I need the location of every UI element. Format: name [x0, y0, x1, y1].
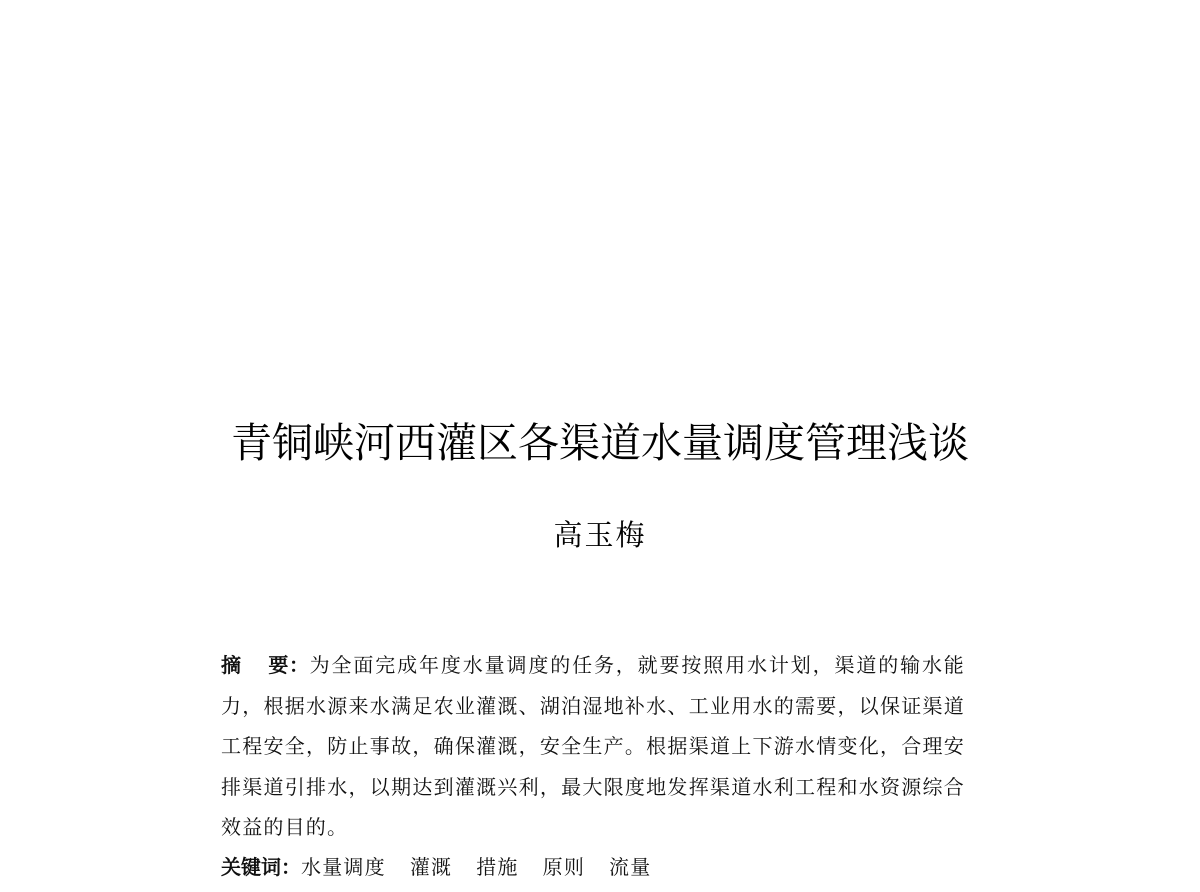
keyword-item: 流量	[609, 855, 652, 879]
abstract	[221, 645, 965, 848]
keyword-item: 措施	[476, 855, 519, 879]
paper-title: 青铜峡河西灌区各渠道水量调度管理浅谈	[231, 419, 969, 467]
keywords-label: 关键词：	[221, 855, 301, 879]
keywords	[221, 850, 965, 884]
abstract-label-second: 要：	[267, 653, 310, 677]
keyword-item: 原则	[542, 855, 586, 879]
author-name: 高玉梅	[553, 518, 647, 552]
abstract-text: 为全面完成年度水量调度的任务，就要按照用水计划，渠道的输水能力，根据水源来水满足农业灌溉、湖泊湿地补水、工业用水的需要，以保证渠道工程安全，防止事故，确保灌溉，安全生产。根据渠道上下游水情变化，合理安排渠道引排水，以期达到灌溉兴利，最大限度地发挥渠道水利工程和水资源综合效益的目的。	[221, 653, 966, 839]
abstract-label	[221, 653, 310, 677]
keyword-item: 水量调度	[301, 855, 386, 879]
abstract-label-first: 摘	[221, 653, 242, 677]
keyword-item: 灌溉	[409, 855, 453, 879]
